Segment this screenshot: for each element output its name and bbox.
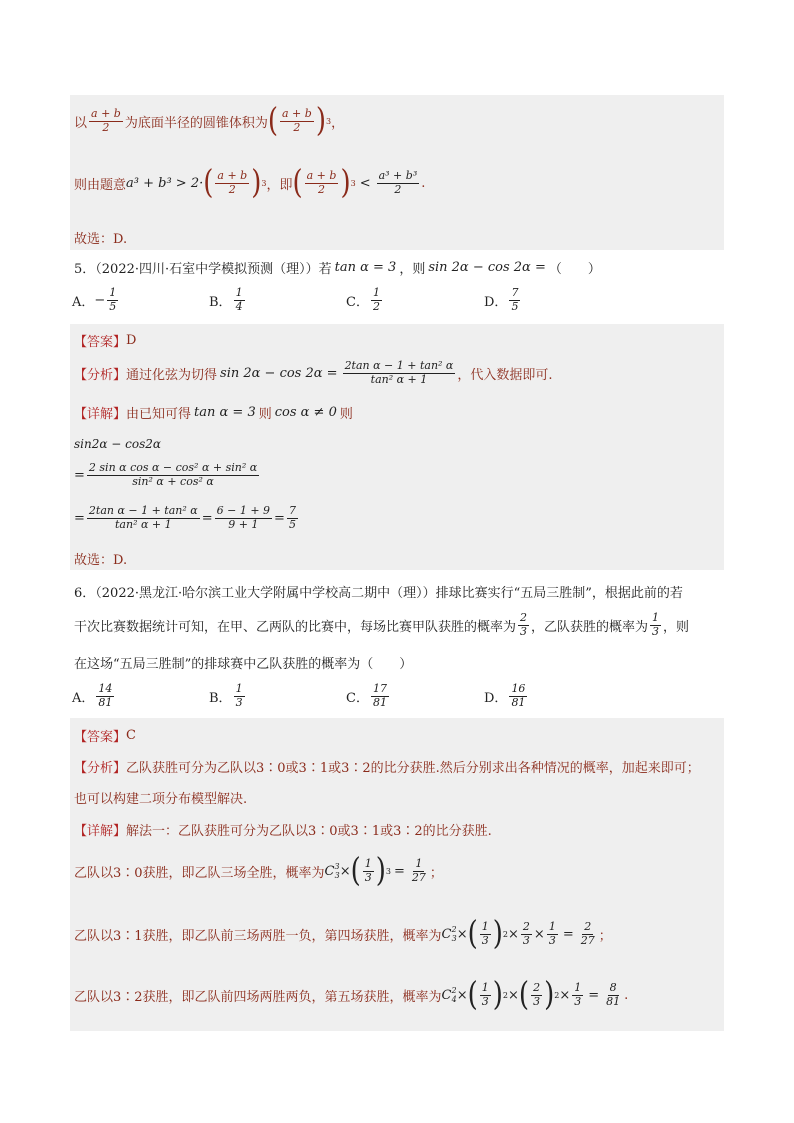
option-c: C． $\frac{1}{2}$	[346, 286, 380, 313]
q6-analysis-line-2: 也可以构建二项分布模型解决.	[74, 792, 248, 807]
fraction: $\frac{17}{81}$	[372, 682, 387, 709]
q6-stem-line-2: 干次比赛数据统计可知，在甲、乙两队的比赛中，每场比赛甲队获胜的概率为 $\frac{2}{3}$ ，乙队获胜的概率为 $\frac{1}{3}$ ，则	[74, 611, 690, 638]
fraction: $\frac{8}{81}$	[606, 981, 621, 1008]
fraction: $\frac{a + b}{2}$	[217, 169, 248, 196]
q5-detail: 【详解】 由已知可得 tan α = 3 则 cos α ≠ 0 则	[74, 405, 353, 422]
fraction: $\frac{a + b}{2}$	[282, 107, 312, 134]
fraction: $\frac{1}{3}$	[235, 682, 243, 709]
option-a: A． − $\frac{1}{5}$	[72, 286, 117, 313]
q6-case-2: 乙队以3∶1获胜，即乙队前三场两胜一负，第四场获胜，概率为 $C^2_3\times$ ( $\frac{1}{3}$ ) 2 × $\frac{2}{3}$ × $\frac{1}{3}$ = $\frac{2}{27}$ ；	[74, 915, 612, 953]
fraction: $\frac{2}{27}$	[580, 920, 595, 947]
option-c: C． $\frac{17}{81}$	[346, 682, 387, 709]
top-line-2: 则由题意 a³ + b³ > 2· ( $\frac{a + b}{2}$ ) 3 ，即 ( $\frac{a + b}{2}$ ) 3 < $\frac{\text{a³ + b³}}{2}$ .	[74, 164, 426, 202]
fraction: $\frac{16}{81}$	[511, 682, 526, 709]
answer-value: C	[126, 728, 136, 743]
option-d: D． $\frac{7}{5}$	[484, 286, 519, 313]
analysis-tag: 【分析】	[74, 367, 127, 383]
q5-stem: 5．（2022·四川·石室中学模拟预测（理））若 tan α = 3 ，则 sin 2α − cos 2α = （ ）	[74, 260, 601, 277]
text: 以	[74, 115, 88, 131]
math-expr: a³ + b³ > 2·	[126, 175, 204, 191]
fraction: $\frac{\text{2tan α − 1 + tan² α}}{\text{tan² α + 1}}$	[344, 359, 454, 386]
fraction: $\frac{\text{2 sin α cos α − cos² α + sin² α}}{\text{sin² α + cos² α}}$	[88, 461, 258, 488]
fraction: $\frac{6 - 1 + 9}{9 + 1}$	[216, 504, 271, 531]
fraction: $\frac{2}{3}$	[520, 611, 528, 638]
q6-detail: 【详解】 解法一：乙队获胜可分为乙队以3∶0或3∶1或3∶2的比分获胜.	[74, 820, 492, 839]
option-b: B． $\frac{1}{4}$	[209, 286, 243, 313]
text: 为底面半径的圆锥体积为	[124, 115, 268, 131]
q6-answer	[74, 726, 136, 745]
fraction: $\frac{\text{a³ + b³}}{2}$	[378, 169, 418, 196]
q5-answer	[74, 331, 136, 350]
top-line-3: 故选：D.	[74, 232, 128, 247]
q5-step-3: = $\frac{\text{2tan α − 1 + tan² α}}{\text{tan² α + 1}}$ = $\frac{6 - 1 + 9}{9 + 1}$ = $\frac{7}{5}$	[74, 504, 296, 531]
fraction: $\frac{1}{4}$	[235, 286, 243, 313]
fraction: $\frac{1}{27}$	[411, 857, 426, 884]
text: 则由题意	[74, 177, 127, 193]
fraction: $\frac{a + b}{2}$	[91, 107, 121, 134]
option-d: D． $\frac{16}{81}$	[484, 682, 526, 709]
fraction: $\frac{7}{5}$	[288, 504, 296, 531]
option-a: A． $\frac{14}{81}$	[72, 682, 113, 709]
q5-analysis: 【分析】 通过化弦为切得 sin 2α − cos 2α = $\frac{\text{2tan α − 1 + tan² α}}{\text{tan² α + 1}}$ ，代入数据即可.	[74, 359, 553, 386]
q6-case-1: 乙队以3∶0获胜，即乙队三场全胜，概率为 $C^3_3\times$ ( $\frac{1}{3}$ ) 3 = $\frac{1}{27}$ ；	[74, 852, 443, 890]
option-b: B． $\frac{1}{3}$	[209, 682, 243, 709]
top-line-1: 以 $\frac{a + b}{2}$ 为底面半径的圆锥体积为 ( $\frac{a + b}{2}$ ) 3 ，	[74, 102, 345, 140]
fraction: $\frac{a + b}{2}$	[306, 169, 337, 196]
q5-step-1: sin2α − cos2α	[74, 437, 161, 451]
text: ，	[331, 115, 345, 131]
detail-tag: 【详解】	[74, 824, 127, 839]
analysis-tag: 【分析】	[74, 761, 127, 776]
answer-tag: 【答案】	[74, 335, 127, 350]
text: ，即	[266, 177, 293, 193]
fraction: $\frac{1}{3}$	[652, 611, 660, 638]
q5-end: 故选：D.	[74, 553, 128, 568]
q6-case-3: 乙队以3∶2获胜，即乙队前四场两胜两负，第五场获胜，概率为 $C^2_4\times$ ( $\frac{1}{3}$ ) 2 × ( $\frac{2}{3}$ ) 2 × $\frac{1}{3}$ = $\frac{8}{81}$ .	[74, 976, 629, 1014]
fraction: $\frac{1}{2}$	[372, 286, 380, 313]
fraction: $\frac{7}{5}$	[511, 286, 519, 313]
q6-stem-line-1: 6．（2022·黑龙江·哈尔滨工业大学附属中学校高二期中（理））排球比赛实行“五局三胜制”，根据此前的若	[74, 586, 683, 601]
detail-tag: 【详解】	[74, 407, 127, 422]
answer-value: D	[126, 333, 137, 348]
q5-step-2: = $\frac{\text{2 sin α cos α − cos² α + sin² α}}{\text{sin² α + cos² α}}$	[74, 461, 258, 488]
fraction: $\frac{14}{81}$	[98, 682, 113, 709]
answer-tag: 【答案】	[74, 730, 127, 745]
fraction: $\frac{\text{2tan α − 1 + tan² α}}{\text{tan² α + 1}}$	[88, 504, 198, 531]
q6-analysis-line-1: 【分析】 乙队获胜可分为乙队以3∶0或3∶1或3∶2的比分获胜.然后分别求出各种情况的概率，加起来即可；	[74, 757, 700, 776]
q6-stem-line-3: 在这场“五局三胜制”的排球赛中乙队获胜的概率为（ ）	[74, 657, 413, 672]
fraction: $\frac{1}{5}$	[109, 286, 117, 313]
